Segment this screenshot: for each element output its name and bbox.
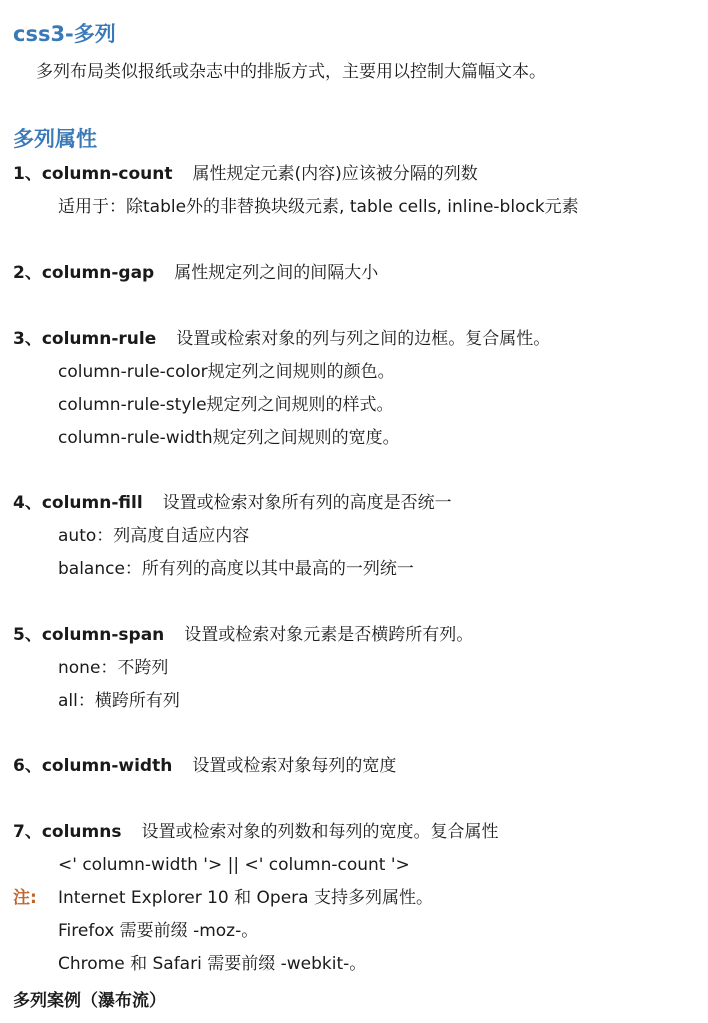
property-description: 设置或检索对象元素是否横跨所有列。	[184, 625, 474, 645]
property-description: 设置或检索对象的列数和每列的宽度。复合属性	[141, 822, 499, 842]
intro-text: 多列布局类似报纸或杂志中的排版方式，主要用以控制大篇幅文本。	[36, 62, 546, 82]
property-item-columns	[13, 821, 498, 843]
note-line: Internet Explorer 10 和 Opera 支持多列属性。	[58, 888, 433, 908]
item-number: 7、	[13, 822, 42, 842]
property-name: column-fill	[41, 493, 143, 513]
item-number: 4、	[13, 493, 42, 513]
item-number: 3、	[13, 329, 42, 349]
property-item-column-fill	[13, 492, 452, 514]
property-detail: auto：列高度自适应内容	[58, 526, 250, 546]
footer-heading: 多列案例（瀑布流）	[13, 991, 166, 1011]
note-line: Firefox 需要前缀 -moz-。	[58, 921, 259, 941]
property-item-column-rule	[13, 328, 550, 350]
property-detail: none：不跨列	[58, 658, 169, 678]
item-number: 6、	[13, 756, 42, 776]
property-name: column-count	[41, 164, 173, 184]
item-number: 5、	[13, 625, 42, 645]
note-line: Chrome 和 Safari 需要前缀 -webkit-。	[58, 954, 367, 974]
property-description: 设置或检索对象的列与列之间的边框。复合属性。	[176, 329, 551, 349]
property-description: 属性规定列之间的间隔大小	[174, 263, 379, 283]
property-description: 属性规定元素(内容)应该被分隔的列数	[192, 164, 478, 184]
note-label: 注:	[13, 888, 37, 908]
property-detail: balance：所有列的高度以其中最高的一列统一	[58, 559, 414, 579]
property-detail: 适用于：除table外的非替换块级元素, table cells, inline-block元素	[58, 197, 579, 217]
property-name: columns	[41, 822, 122, 842]
property-name: column-gap	[41, 263, 155, 283]
property-item-column-span	[13, 624, 473, 646]
page-title: css3-多列	[13, 22, 116, 46]
item-number: 1、	[13, 164, 42, 184]
property-detail: all：横跨所有列	[58, 691, 180, 711]
property-detail: column-rule-width规定列之间规则的宽度。	[58, 428, 400, 448]
property-detail: column-rule-style规定列之间规则的样式。	[58, 395, 394, 415]
section-title: 多列属性	[13, 127, 97, 151]
property-item-column-width	[13, 755, 396, 777]
property-description: 设置或检索对象每列的宽度	[192, 756, 397, 776]
property-name: column-width	[41, 756, 173, 776]
property-detail: column-rule-color规定列之间规则的颜色。	[58, 362, 395, 382]
property-description: 设置或检索对象所有列的高度是否统一	[162, 493, 452, 513]
property-name: column-rule	[41, 329, 157, 349]
property-detail: <' column-width '> || <' column-count '>	[58, 855, 410, 875]
property-name: column-span	[41, 625, 165, 645]
property-item-column-gap	[13, 262, 378, 284]
property-item-column-count	[13, 163, 478, 185]
item-number: 2、	[13, 263, 42, 283]
